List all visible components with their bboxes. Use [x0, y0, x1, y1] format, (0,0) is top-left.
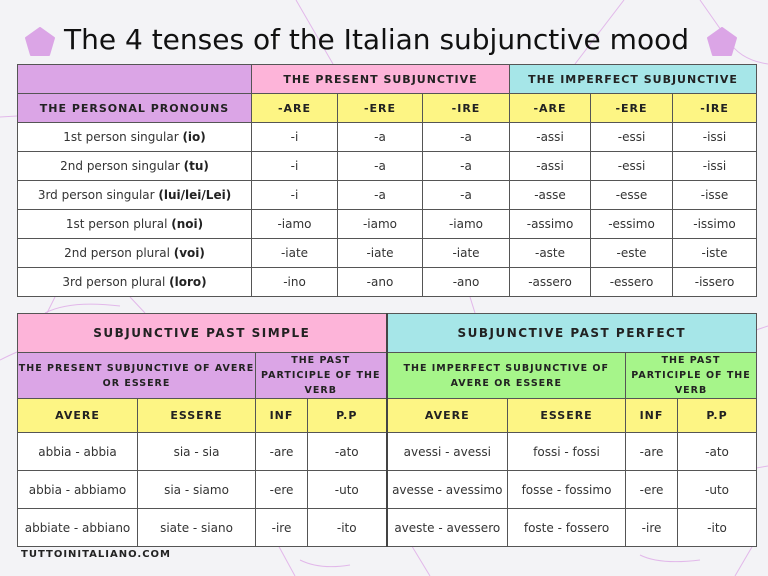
ending-cell: -issi [673, 152, 757, 181]
personal-pronouns-header: THE PERSONAL PRONOUNS [18, 94, 252, 123]
avere-cell: abbia - abbiamo [18, 471, 138, 509]
component-header-row [18, 353, 757, 399]
ending-cell: -ano [338, 268, 423, 297]
pronoun-label: 3rd person plural [62, 275, 170, 289]
imperfect-subjunctive-header: THE IMPERFECT SUBJUNCTIVE [510, 65, 757, 94]
column-header: P.P [678, 399, 757, 433]
column-header: -ARE [252, 94, 338, 123]
table-row [18, 268, 757, 297]
ending-cell: -iamo [338, 210, 423, 239]
inf-cell: -are [256, 433, 308, 471]
pp-cell: -ito [308, 509, 387, 547]
ending-cell: -iate [338, 239, 423, 268]
ending-cell: -aste [510, 239, 591, 268]
avere-cell: avessi - avessi [387, 433, 508, 471]
pronoun-cell [18, 239, 252, 268]
pronoun-label: 3rd person singular [37, 188, 159, 202]
pronoun-label: 2nd person plural [64, 246, 174, 260]
ending-cell: -iamo [252, 210, 338, 239]
essere-cell: sia - siamo [138, 471, 256, 509]
ending-cell: -a [423, 152, 510, 181]
pronoun-cell [18, 152, 252, 181]
ending-cell: -issi [673, 123, 757, 152]
pronoun-cell [18, 123, 252, 152]
pronoun-bold: (lui/lei/Lei) [158, 188, 232, 202]
pp-cell: -ito [678, 509, 757, 547]
ending-cell: -essi [591, 123, 673, 152]
column-header: -ERE [591, 94, 673, 123]
inf-cell: -ere [256, 471, 308, 509]
essere-cell: siate - siano [138, 509, 256, 547]
past-perfect-title: SUBJUNCTIVE PAST PERFECT [387, 314, 757, 353]
ending-cell: -essi [591, 152, 673, 181]
ending-cell: -a [423, 181, 510, 210]
ending-cell: -essimo [591, 210, 673, 239]
column-header: ESSERE [138, 399, 256, 433]
column-header: ESSERE [508, 399, 626, 433]
column-header: -IRE [423, 94, 510, 123]
past-subjunctive-table [17, 313, 757, 547]
ending-cell: -isse [673, 181, 757, 210]
past-simple-title: SUBJUNCTIVE PAST SIMPLE [18, 314, 387, 353]
pronoun-bold: (io) [182, 130, 206, 144]
column-header-row [18, 94, 757, 123]
column-header: INF [256, 399, 308, 433]
table-row [18, 239, 757, 268]
inf-cell: -are [626, 433, 678, 471]
pronoun-label: 2nd person singular [60, 159, 184, 173]
avere-cell: avesse - avessimo [387, 471, 508, 509]
table-row [18, 433, 757, 471]
ending-cell: -iste [673, 239, 757, 268]
table-row [18, 123, 757, 152]
inf-cell: -ire [626, 509, 678, 547]
pronoun-label: 1st person singular [63, 130, 183, 144]
ending-cell: -ino [252, 268, 338, 297]
ending-cell: -i [252, 123, 338, 152]
table-row [18, 210, 757, 239]
essere-cell: fosse - fossimo [508, 471, 626, 509]
pp-cell: -uto [678, 471, 757, 509]
ending-cell: -assimo [510, 210, 591, 239]
ending-cell: -issimo [673, 210, 757, 239]
column-header: -IRE [673, 94, 757, 123]
pp-cell: -uto [308, 471, 387, 509]
pronoun-cell [18, 181, 252, 210]
pronoun-cell [18, 210, 252, 239]
ending-cell: -iate [252, 239, 338, 268]
pronoun-bold: (tu) [183, 159, 209, 173]
column-header: AVERE [387, 399, 508, 433]
pronoun-bold: (loro) [169, 275, 207, 289]
past-perfect-pp-header: THE PAST PARTICIPLE OF THE VERB [626, 353, 757, 399]
column-header: P.P [308, 399, 387, 433]
ending-cell: -essero [591, 268, 673, 297]
essere-cell: fossi - fossi [508, 433, 626, 471]
pentagon-icon [24, 26, 56, 58]
ending-cell: -assi [510, 123, 591, 152]
column-header: -ARE [510, 94, 591, 123]
ending-cell: -a [423, 123, 510, 152]
past-simple-aux-header: THE PRESENT SUBJUNCTIVE OF AVERE OR ESSERE [18, 353, 256, 399]
column-header: AVERE [18, 399, 138, 433]
pronoun-bold: (noi) [171, 217, 204, 231]
column-header-row [18, 399, 757, 433]
column-header: -ERE [338, 94, 423, 123]
pronoun-label: 1st person plural [65, 217, 172, 231]
table-row [18, 509, 757, 547]
avere-cell: abbiate - abbiano [18, 509, 138, 547]
ending-cell: -a [338, 181, 423, 210]
site-credit: TUTTOINITALIANO.COM [21, 549, 171, 560]
inf-cell: -ire [256, 509, 308, 547]
column-header: INF [626, 399, 678, 433]
ending-cell: -asse [510, 181, 591, 210]
ending-cell: -assero [510, 268, 591, 297]
title-row [0, 18, 768, 62]
group-header-row [18, 65, 757, 94]
ending-cell: -esse [591, 181, 673, 210]
ending-cell: -iate [423, 239, 510, 268]
present-subjunctive-header: THE PRESENT SUBJUNCTIVE [252, 65, 510, 94]
inf-cell: -ere [626, 471, 678, 509]
ending-cell: -i [252, 181, 338, 210]
avere-cell: abbia - abbia [18, 433, 138, 471]
table-row [18, 152, 757, 181]
table-row [18, 471, 757, 509]
ending-cell: -issero [673, 268, 757, 297]
ending-cell: -ano [423, 268, 510, 297]
empty-header-cell [18, 65, 252, 94]
ending-cell: -i [252, 152, 338, 181]
essere-cell: sia - sia [138, 433, 256, 471]
pp-cell: -ato [308, 433, 387, 471]
past-perfect-aux-header: THE IMPERFECT SUBJUNCTIVE OF AVERE OR ESSERE [387, 353, 626, 399]
table-row [18, 181, 757, 210]
page-title: The 4 tenses of the Italian subjunctive mood [64, 23, 689, 56]
avere-cell: aveste - avessero [387, 509, 508, 547]
pentagon-icon [706, 26, 738, 58]
pp-cell: -ato [678, 433, 757, 471]
ending-cell: -iamo [423, 210, 510, 239]
tense-title-row [18, 314, 757, 353]
present-imperfect-subjunctive-table [17, 64, 757, 297]
ending-cell: -assi [510, 152, 591, 181]
pronoun-bold: (voi) [173, 246, 205, 260]
past-simple-pp-header: THE PAST PARTICIPLE OF THE VERB [256, 353, 387, 399]
ending-cell: -a [338, 123, 423, 152]
essere-cell: foste - fossero [508, 509, 626, 547]
ending-cell: -este [591, 239, 673, 268]
pronoun-cell [18, 268, 252, 297]
ending-cell: -a [338, 152, 423, 181]
